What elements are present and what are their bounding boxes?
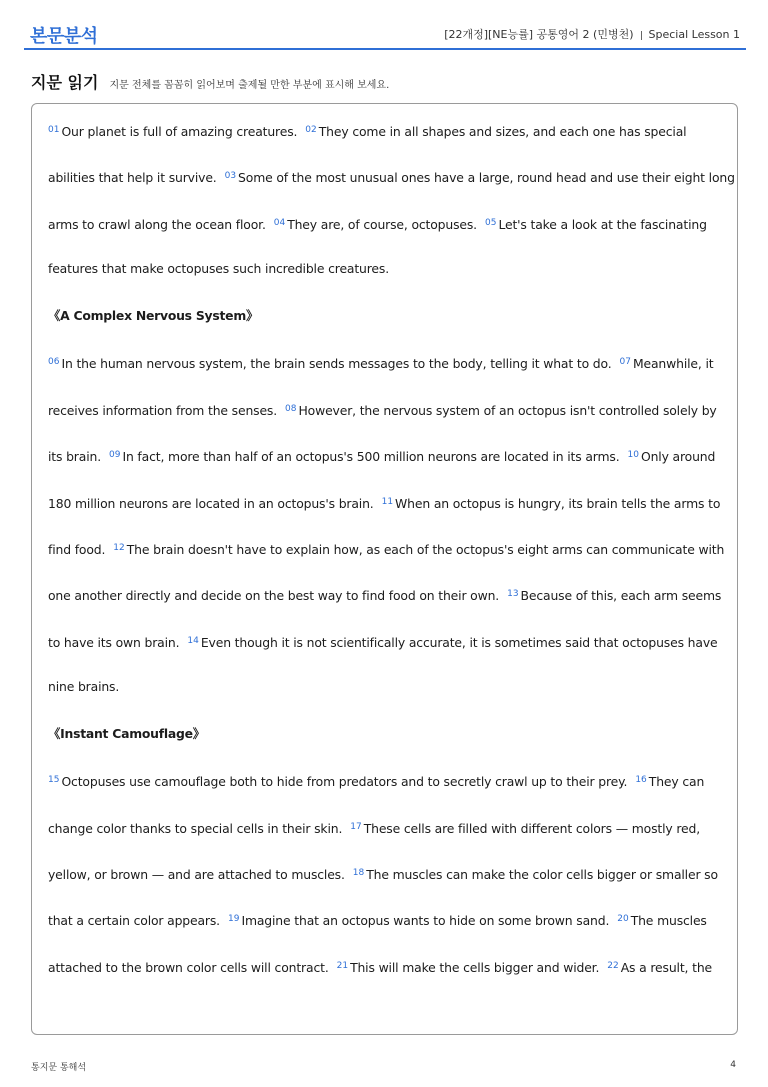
sentence-number: 07 bbox=[619, 357, 631, 368]
page-number: 4 bbox=[730, 1060, 736, 1070]
sentence-text: arms to crawl along the ocean floor. bbox=[48, 216, 266, 232]
sentence-text: Let's take a look at the fascinating bbox=[498, 216, 707, 232]
passage-line bbox=[48, 348, 728, 394]
sentence-text: 《A Complex Nervous System》 bbox=[48, 307, 259, 323]
sentence-number: 14 bbox=[187, 635, 199, 646]
passage-line bbox=[48, 395, 728, 441]
sentence-text: This will make the cells bigger and wider. bbox=[350, 959, 600, 975]
sentence-text: The muscles can make the color cells bigger or smaller so bbox=[366, 867, 718, 882]
header-source-info bbox=[444, 26, 740, 42]
sentence-number: 21 bbox=[336, 960, 349, 971]
passage-line bbox=[48, 441, 728, 487]
sentence-text: change color thanks to special cells in their skin. bbox=[48, 820, 343, 836]
sentence-number: 06 bbox=[48, 357, 60, 368]
sentence-text: These cells are filled with different colors — mostly red, bbox=[363, 820, 701, 836]
lesson-label: Special Lesson 1 bbox=[648, 28, 740, 41]
passage-line bbox=[48, 580, 728, 626]
sentence-text: Imagine that an octopus wants to hide on some brown sand. bbox=[241, 913, 610, 929]
sentence-text: Our planet is full of amazing creatures. bbox=[61, 124, 298, 139]
sentence-text: one another directly and decide on the best way to find food on their own. bbox=[48, 588, 500, 604]
sentence-text: nine brains. bbox=[48, 679, 120, 695]
sentence-text: They can bbox=[648, 774, 705, 790]
passage-subheading bbox=[48, 302, 728, 348]
sentence-number: 17 bbox=[350, 821, 362, 832]
sentence-text: yellow, or brown — and are attached to muscles. bbox=[48, 867, 345, 882]
sentence-text: its brain. bbox=[48, 449, 101, 465]
passage-line bbox=[48, 162, 735, 208]
sentence-text: abilities that help it survive. bbox=[48, 170, 217, 186]
passage-line bbox=[48, 488, 728, 534]
sentence-number: 02 bbox=[305, 125, 317, 135]
sentence-number: 13 bbox=[507, 589, 519, 600]
sentence-number: 10 bbox=[627, 450, 639, 461]
sentence-text: They are, of course, octopuses. bbox=[287, 216, 477, 232]
passage-line bbox=[48, 209, 728, 255]
sentence-number: 04 bbox=[273, 217, 286, 228]
sentence-number: 22 bbox=[607, 960, 619, 971]
passage-line bbox=[48, 627, 728, 673]
sentence-number: 03 bbox=[224, 171, 237, 182]
sentence-number: 08 bbox=[285, 403, 297, 414]
section-title: 지문 읽기 bbox=[31, 73, 99, 92]
passage-line bbox=[48, 813, 728, 859]
sentence-text: features that make octopuses such incredible creatures. bbox=[48, 261, 390, 277]
sentence-text: In fact, more than half of an octopus's 500 million neurons are located in its arms. bbox=[122, 449, 620, 465]
sentence-text: The brain doesn't have to explain how, as each of the octopus's eight arms can communicate with bbox=[126, 541, 725, 557]
sentence-number: 18 bbox=[352, 868, 365, 878]
footer-label: 통지문 통해석 bbox=[31, 1063, 87, 1073]
sentence-text: Only around bbox=[640, 449, 716, 465]
sentence-text: Meanwhile, it bbox=[632, 356, 714, 372]
sentence-number: 16 bbox=[635, 775, 647, 786]
passage-line bbox=[48, 905, 728, 951]
passage-text bbox=[48, 116, 735, 998]
passage-line bbox=[48, 255, 728, 301]
sentence-number: 11 bbox=[381, 496, 394, 507]
sentence-text: However, the nervous system of an octopus isn't controlled solely by bbox=[298, 402, 717, 418]
sentence-number: 20 bbox=[617, 914, 629, 925]
sentence-text: 《Instant Camouflage》 bbox=[48, 725, 205, 741]
page-header bbox=[24, 20, 746, 50]
sentence-text: find food. bbox=[48, 541, 106, 557]
sentence-text: They come in all shapes and sizes, and each one has special bbox=[318, 124, 687, 139]
sentence-number: 15 bbox=[48, 775, 60, 786]
passage-line bbox=[48, 859, 728, 905]
header-divider bbox=[641, 31, 642, 40]
header-title: 본문분석 bbox=[30, 26, 98, 47]
sentence-text: As a result, the bbox=[620, 959, 713, 975]
sentence-text: receives information from the senses. bbox=[48, 402, 278, 418]
sentence-text: Even though it is not scientifically accurate, it is sometimes said that octopuses have bbox=[200, 634, 718, 650]
sentence-text: When an octopus is hungry, its brain tells the arms to bbox=[395, 495, 721, 511]
reading-box bbox=[31, 103, 738, 1035]
sentence-number: 05 bbox=[484, 217, 497, 228]
textbook-source: [22개정][NE능률] 공통영어 2 (민병천) bbox=[444, 28, 634, 41]
passage-line bbox=[48, 116, 728, 162]
sentence-number: 09 bbox=[108, 450, 121, 461]
sentence-text: attached to the brown color cells will contract. bbox=[48, 959, 329, 975]
sentence-number: 01 bbox=[48, 125, 60, 135]
sentence-text: In the human nervous system, the brain sends messages to the body, telling it what to do. bbox=[61, 356, 612, 372]
sentence-text: Because of this, each arm seems bbox=[520, 588, 722, 604]
passage-line bbox=[48, 766, 728, 812]
sentence-text: that a certain color appears. bbox=[48, 913, 220, 929]
passage-line bbox=[48, 534, 728, 580]
sentence-text: 180 million neurons are located in an octopus's brain. bbox=[48, 495, 374, 511]
section-header bbox=[31, 70, 389, 93]
sentence-text: Some of the most unusual ones have a large, round head and use their eight long bbox=[238, 170, 735, 186]
sentence-text: Octopuses use camouflage both to hide from predators and to secretly crawl up to their prey. bbox=[61, 774, 628, 790]
section-instruction: 지문 전체를 꼼꼼히 읽어보며 출제될 만한 부분에 표시해 보세요. bbox=[109, 80, 390, 91]
sentence-number: 12 bbox=[113, 542, 125, 553]
sentence-number: 19 bbox=[227, 914, 240, 925]
sentence-text: The muscles bbox=[630, 913, 707, 929]
passage-line bbox=[48, 952, 728, 998]
passage-line bbox=[48, 673, 728, 719]
passage-subheading bbox=[48, 720, 728, 766]
sentence-text: to have its own brain. bbox=[48, 634, 180, 650]
